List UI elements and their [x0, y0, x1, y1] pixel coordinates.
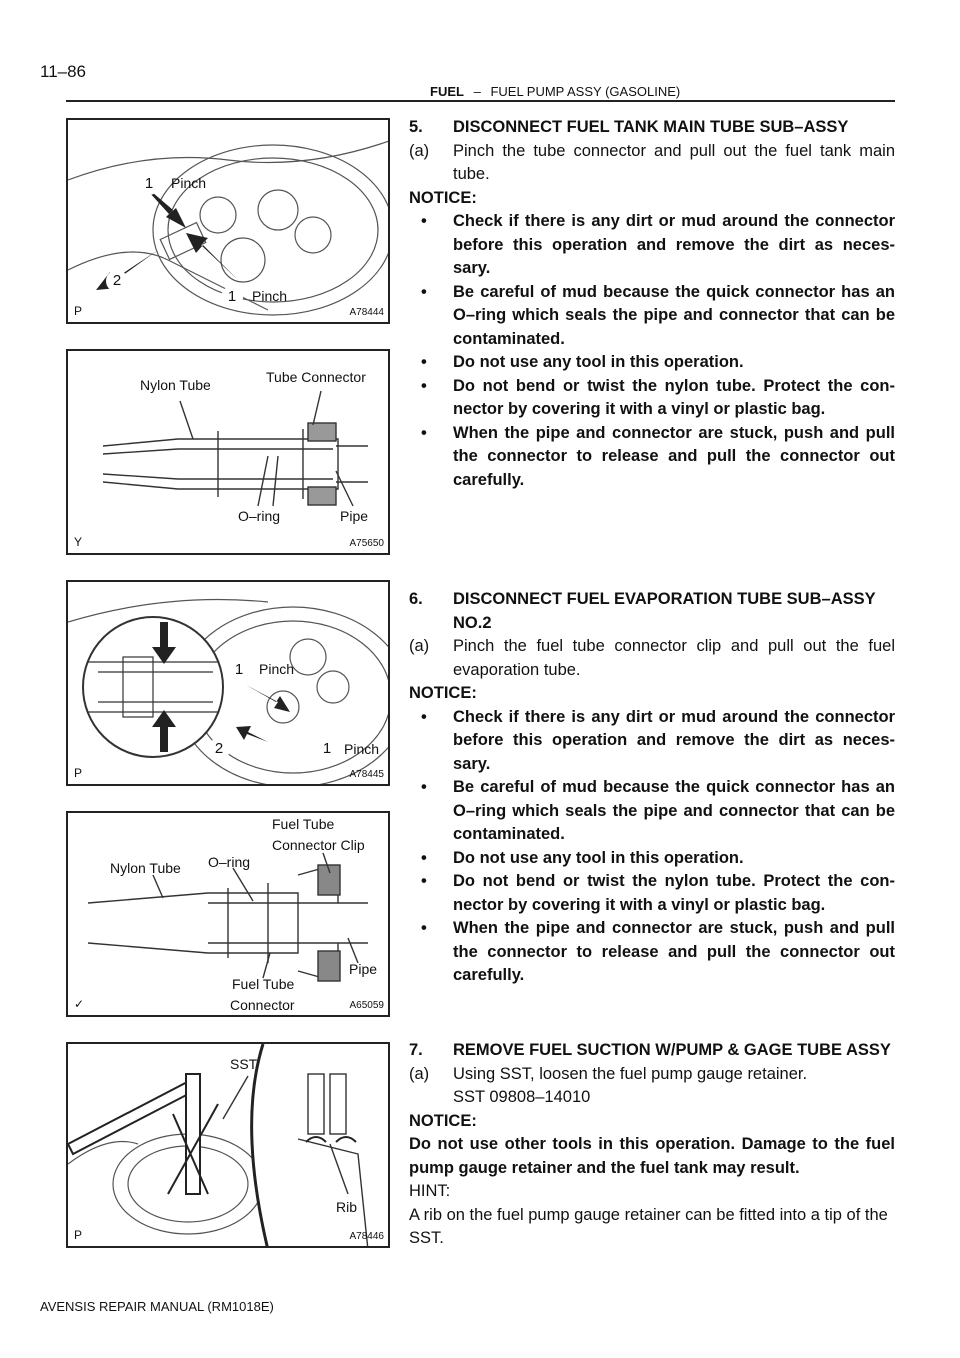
figure-mark: P [74, 1228, 83, 1242]
figure-label: SST [230, 1056, 258, 1072]
figure-label: Pinch [171, 175, 207, 191]
figure-code: A78445 [349, 769, 384, 780]
substep-text: Pinch the fuel tube connector clip and pull out the fuel evaporation tube. [453, 637, 895, 679]
figure-label: Nylon Tube [140, 377, 211, 393]
figure-mark: P [74, 766, 83, 780]
substep-text: Using SST, loosen the fuel pump gauge retainer. [453, 1064, 808, 1083]
figure-code: A75650 [349, 538, 384, 549]
figure-label: O–ring [208, 854, 251, 870]
notice-bullet: Check if there is any dirt or mud around the connector before this operation and remove the dirt as neces- sary. [453, 707, 895, 773]
figure-a65059 [66, 811, 390, 1017]
figure-code: A65059 [349, 1000, 384, 1011]
figure-a75650 [66, 349, 390, 555]
page-header [430, 84, 680, 99]
step-7 [409, 1039, 895, 1251]
figure-a78444 [66, 118, 390, 324]
notice-text: Do not use other tools in this operation. Damage to the fuel pump gauge retainer and the fuel tank may result. [409, 1135, 895, 1177]
notice-bullet: When the pipe and connector are stuck, push and pull the connector to release and pull the connector out carefully. [453, 919, 895, 984]
step-number: 6. [409, 590, 423, 608]
illustration-evap-connector [68, 582, 390, 786]
callout-number: 1 [138, 173, 160, 195]
callout-number: 1 [228, 659, 250, 681]
figure-mark: P [74, 304, 83, 318]
figure-label: Tube Connector [266, 369, 366, 385]
illustration-sst-retainer [68, 1044, 390, 1248]
figure-label: Pipe [340, 508, 369, 524]
figure-label: Pinch [252, 288, 288, 304]
callout-number: 1 [221, 286, 243, 308]
figure-label: Connector [230, 997, 295, 1013]
substep-number: (a) [409, 1064, 430, 1083]
figure-mark: Y [74, 535, 83, 549]
notice-heading: NOTICE: [409, 188, 477, 207]
substep-number: (a) [409, 141, 430, 160]
step-title: DISCONNECT FUEL EVAPORATION TUBE SUB–ASSY NO.2 [453, 590, 876, 632]
step-title: REMOVE FUEL SUCTION W/PUMP & GAGE TUBE ASSY [453, 1041, 891, 1059]
notice-bullet: Be careful of mud because the quick connector has an O–ring which seals the pipe and connector that can be contaminated. [453, 282, 895, 348]
header-section: FUEL [430, 84, 464, 99]
figure-label: O–ring [238, 508, 281, 524]
figure-label: Nylon Tube [110, 860, 181, 876]
step-title: DISCONNECT FUEL TANK MAIN TUBE SUB–ASSY [453, 118, 849, 136]
notice-bullet: Do not bend or twist the nylon tube. Protect the con- nector by covering it with a vinyl or plastic bag. [453, 872, 895, 914]
step-number: 5. [409, 118, 423, 136]
figure-label: Fuel Tube [232, 976, 295, 992]
figure-code: A78444 [349, 307, 384, 318]
figure-code: A78446 [349, 1231, 384, 1242]
figure-label: Pinch [259, 661, 295, 677]
callout-number: 2 [106, 270, 128, 292]
header-dash: – [473, 84, 481, 99]
notice-bullet: Be careful of mud because the quick connector has an O–ring which seals the pipe and connector that can be contaminated. [453, 778, 895, 843]
substep-number: (a) [409, 637, 430, 655]
step-6: 6. DISCONNECT FUEL EVAPORATION TUBE SUB–ASSY NO.2 (a) Pinch the fuel tube connector clip and pull out the fuel evaporation tube. NOTICE: • Check if there is any dirt or mud around the connector before this operation and remove the dirt as neces- sary. • Be careful of mud because the quick connector has an O–ring which seals the pipe and connector that can be contaminated. • Do not use any tool in this operation. • Do not bend or twist the nylon tube. Protect the con- nector by covering it with a vinyl or plastic bag. • When the pipe and connector are stuck, push and pull the connector to release and pull the connector out carefully. [409, 588, 895, 988]
notice-bullet: Check if there is any dirt or mud around the connector before this operation and remove the dirt as neces- sary. [453, 212, 895, 277]
step-number: 7. [409, 1041, 423, 1059]
figure-label: Connector Clip [272, 837, 365, 853]
hint-text: A rib on the fuel pump gauge retainer can be fitted into a tip of the SST. [409, 1205, 888, 1247]
sst-number: SST 09808–14010 [453, 1088, 591, 1106]
callout-number: 1 [316, 738, 338, 760]
header-rule [66, 100, 895, 102]
figure-mark: ✓ [74, 997, 85, 1011]
page-footer: AVENSIS REPAIR MANUAL (RM1018E) [40, 1299, 274, 1314]
notice-heading: NOTICE: [409, 1111, 477, 1130]
notice-bullet: When the pipe and connector are stuck, push and pull the connector to release and pull the connector out carefully. [453, 423, 895, 489]
notice-bullet: Do not use any tool in this operation. [453, 353, 744, 371]
notice-bullet: Do not use any tool in this operation. [453, 848, 744, 867]
substep-text: Pinch the tube connector and pull out the fuel tank main tube. [453, 141, 895, 183]
figure-label: Pipe [349, 961, 378, 977]
figure-a78446 [66, 1042, 390, 1248]
notice-heading: NOTICE: [409, 684, 477, 702]
figure-label: Pinch [344, 741, 380, 757]
callout-number: 2 [208, 738, 230, 760]
step-5: 5. DISCONNECT FUEL TANK MAIN TUBE SUB–ASSY (a) Pinch the tube connector and pull out the fuel tank main tube. NOTICE: • Check if there is any dirt or mud around the connector before this operation and remove the dirt as neces- sary. • Be careful of mud because the quick connector has an O–ring which seals the pipe and connector that can be contaminated. • Do not use any tool in this operation. • Do not bend or twist the nylon tube. Protect the con- nector by covering it with a vinyl or plastic bag. • When the pipe and connector are stuck, push and pull the connector to release and pull the connector out carefully. [409, 116, 895, 492]
figure-a78445 [66, 580, 390, 786]
notice-bullet: Do not bend or twist the nylon tube. Protect the con- nector by covering it with a vinyl or plastic bag. [453, 376, 895, 418]
hint-heading: HINT: [409, 1182, 451, 1200]
header-title: FUEL PUMP ASSY (GASOLINE) [490, 84, 681, 99]
page-number: 11–86 [40, 62, 87, 81]
figure-label: Rib [336, 1199, 358, 1215]
figure-label: Fuel Tube [272, 816, 335, 832]
